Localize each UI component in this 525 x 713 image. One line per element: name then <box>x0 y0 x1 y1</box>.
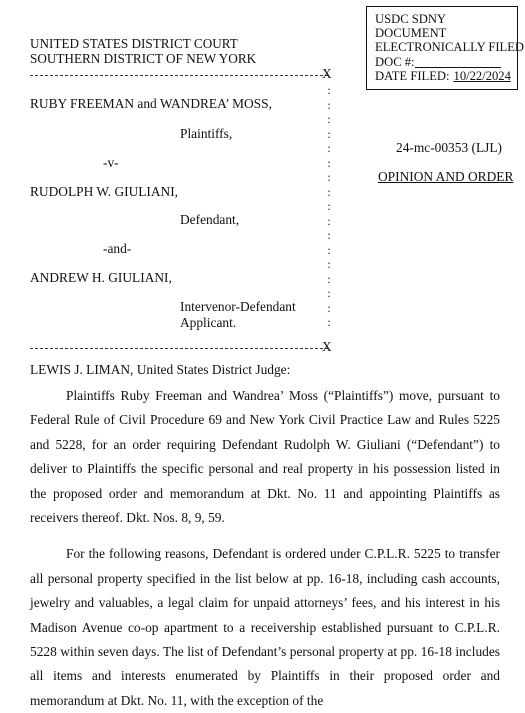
stamp-doc-value <box>415 55 501 68</box>
stamp-line-court: USDC SDNY <box>375 12 447 26</box>
paragraph-2: For the following reasons, Defendant is ordered under C.P.L.R. 5225 to transfer all personal property specified in the list below at pp. 16-18, including cash accounts, jewelry and valuables, a legal claim for unpaid attorneys’ fees, and his interest in his Madison Avenue co-op apartment to a receivership established pursuant to C.P.L.R. 5228 within seven days. The list of Defendant’s personal property at pp. 16-18 includes all items and interests enumerated by Plaintiffs in their proposed order and memorandum at Dkt. No. 11, with the exception of the <box>30 546 500 708</box>
caption-intervenor-role-line2: Applicant. <box>180 314 237 330</box>
stamp-date-filed <box>375 69 517 83</box>
stamp-date-value: 10/22/2024 <box>453 68 511 83</box>
caption-plaintiffs-role: Plaintiffs, <box>180 126 233 141</box>
court-district: SOUTHERN DISTRICT OF NEW YORK <box>30 50 257 66</box>
caption-bottom-x: X <box>322 339 332 354</box>
stamp-doc-label: DOC #: <box>375 54 415 69</box>
caption-defendant-role: Defendant, <box>180 212 240 227</box>
document-title: OPINION AND ORDER <box>378 169 514 184</box>
caption-bottom-rule <box>30 348 328 349</box>
caption-colon-column: : : : : : : : : : : : : : : : : : <box>327 83 331 329</box>
judge-line: LEWIS J. LIMAN, United States District Judge: <box>30 362 291 377</box>
stamp-line-electronically-filed: ELECTRONICALLY FILED <box>375 40 525 55</box>
filing-stamp <box>366 6 525 90</box>
caption-plaintiffs: RUBY FREEMAN and WANDREA’ MOSS, <box>30 96 272 111</box>
caption-intervenor-role <box>180 299 296 330</box>
case-number: 24-mc-00353 (LJL) <box>396 140 502 155</box>
caption-intervenor-role-line1: Intervenor-Defendant <box>180 299 296 314</box>
caption-versus: -v- <box>103 155 119 170</box>
court-heading <box>30 37 256 66</box>
stamp-line-document: DOCUMENT <box>375 26 447 41</box>
caption-top-rule <box>30 75 328 76</box>
caption-and: -and- <box>103 241 132 256</box>
caption-intervenor: ANDREW H. GIULIANI, <box>30 270 172 285</box>
court-name: UNITED STATES DISTRICT COURT <box>30 36 238 51</box>
caption-top-x: X <box>322 66 332 81</box>
stamp-doc-number <box>375 55 517 69</box>
caption-defendant: RUDOLPH W. GIULIANI, <box>30 184 179 199</box>
paragraph-1: Plaintiffs Ruby Freeman and Wandrea’ Moss (“Plaintiffs”) move, pursuant to Federal Rule of Civil Procedure 69 and New York Civil Practice Law and Rules 5225 and 5228, for an order requiring Defendant Rudolph W. Giuliani (“Defendant”) to deliver to Plaintiffs the specific personal and real property in his possession listed in the proposed order and memorandum at Dkt. No. 11 and appointing Plaintiffs as receivers thereof. Dkt. Nos. 8, 9, 59. <box>30 388 500 526</box>
stamp-date-label: DATE FILED: <box>375 68 450 83</box>
opinion-body <box>30 384 500 713</box>
